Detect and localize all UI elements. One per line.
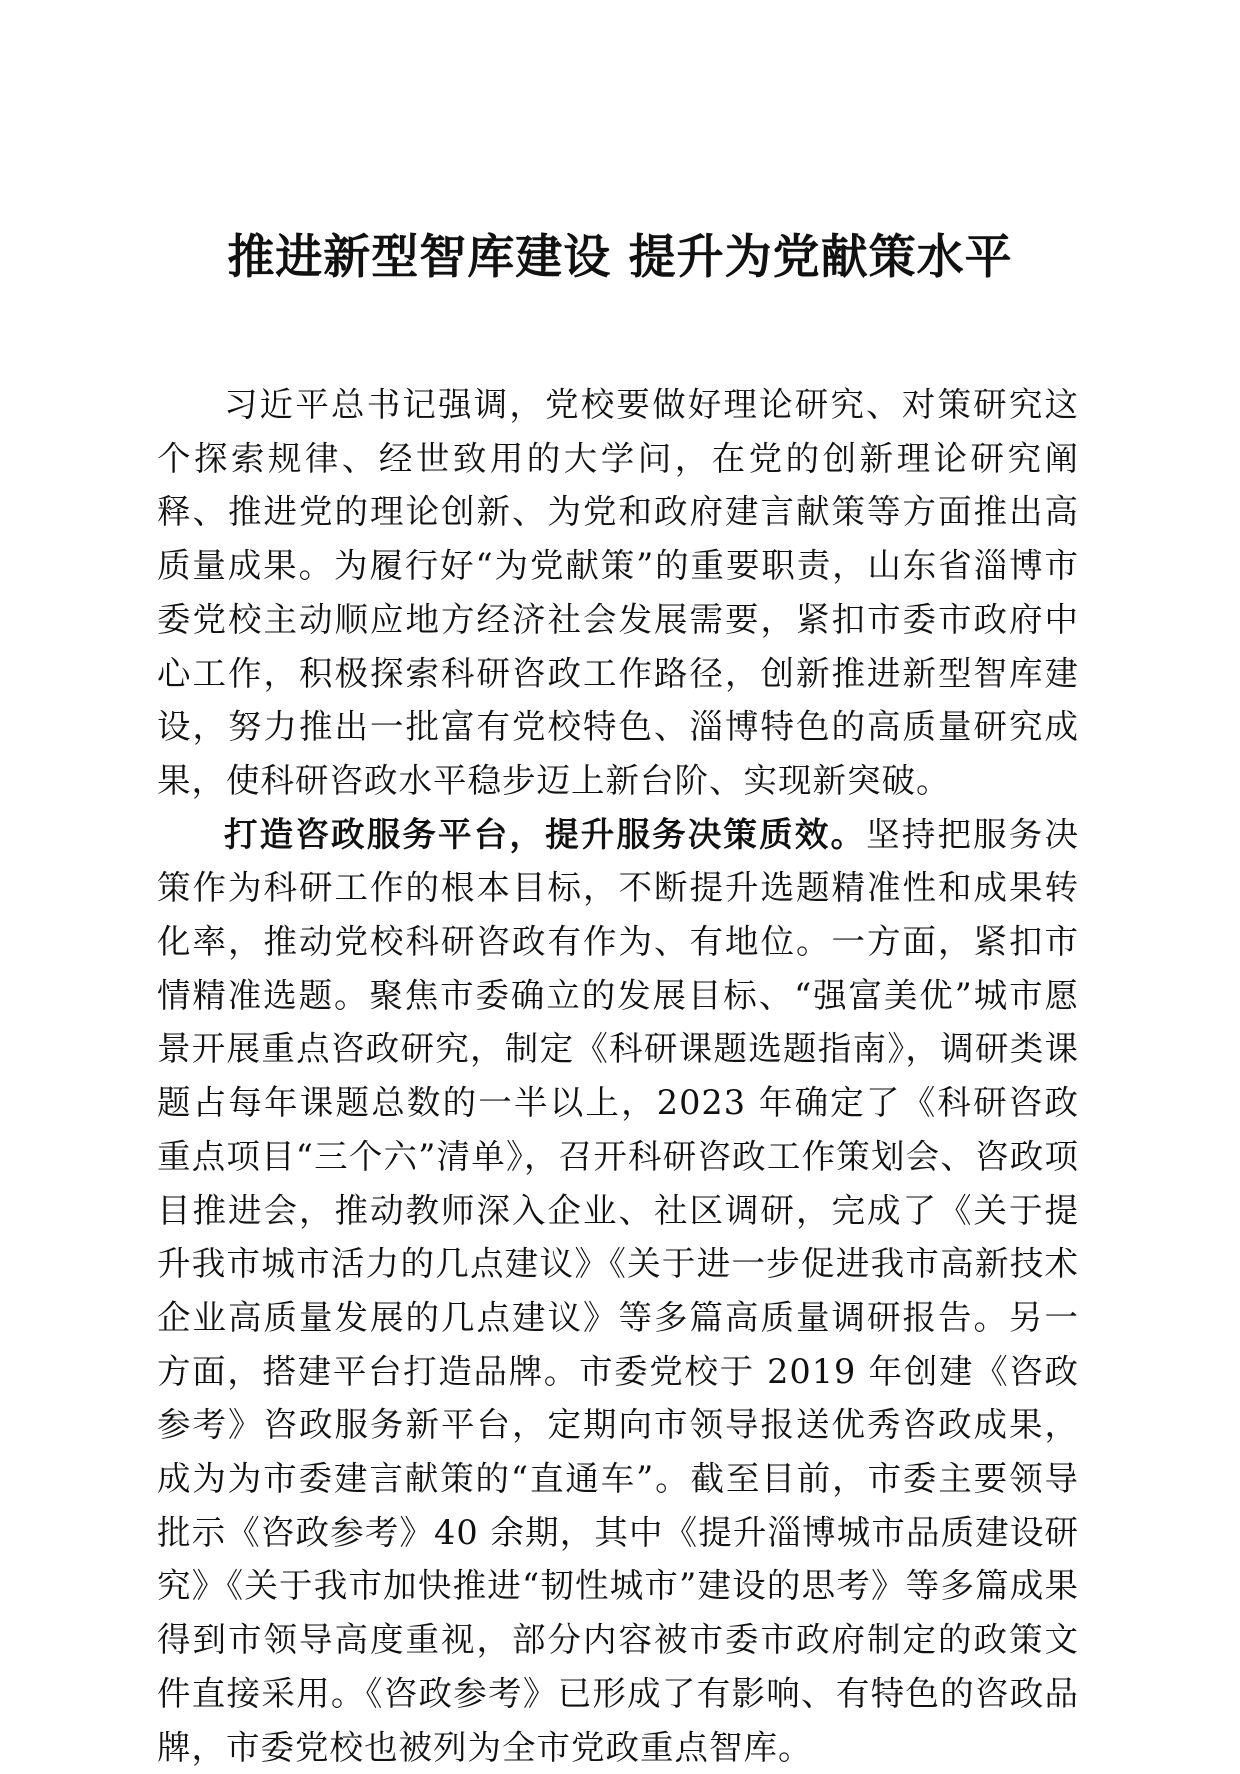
paragraph-text: 习近平总书记强调，党校要做好理论研究、对策研究这个探索规律、经世致用的大学问，在党的创新理论研究阐释、推进党的理论创新、为党和政府建言献策等方面推出高质量成果。为履行好“为党献策”的重要职责，山东省淄博市委党校主动顺应地方经济社会发展需要，紧扣市委市政府中心工作，积极探索科研咨政工作路径，创新推进新型智库建设，努力推出一批富有党校特色、淄博特色的高质量研究成果，使科研咨政水平稳步迈上新台阶、实现新突破。 (157, 385, 1079, 800)
paragraph-intro (157, 378, 1079, 808)
paragraph-platform (157, 808, 1079, 1774)
paragraph-lead-heading: 打造咨政服务平台，提升服务决策质效。 (224, 814, 867, 854)
document-title: 推进新型智库建设 提升为党献策水平 (227, 230, 1013, 285)
document-body (157, 378, 1079, 1774)
paragraph-text: 坚持把服务决策作为科研工作的根本目标，不断提升选题精准性和成果转化率，推动党校科研咨政有作为、有地位。一方面，紧扣市情精准选题。聚焦市委确立的发展目标、“强富美优”城市愿景开展重点咨政研究，制定《科研课题选题指南》，调研类课题占每年课题总数的一半以上，2023 年确定了《科研咨政重点项目“三个六”清单》，召开科研咨政工作策划会、咨政项目推进会，推动教师深入企业、社区调研，完成了《关于提升我市城市活力的几点建议》《关于进一步促进我市高新技术企业高质量发展的几点建议》等多篇高质量调研报告。另一方面，搭建平台打造品牌。市委党校于 2019 年创建《咨政参考》咨政服务新平台，定期向市领导报送优秀咨政成果，成为为市委建言献策的“直通车”。截至目前，市委主要领导批示《咨政参考》40 余期，其中《提升淄博城市品质建设研究》《关于我市加快推进“韧性城市”建设的思考》等多篇成果得到市领导高度重视，部分内容被市委市政府制定的政策文件直接采用。《咨政参考》已形成了有影响、有特色的咨政品牌，市委党校也被列为全市党政重点智库。 (157, 814, 1080, 1767)
